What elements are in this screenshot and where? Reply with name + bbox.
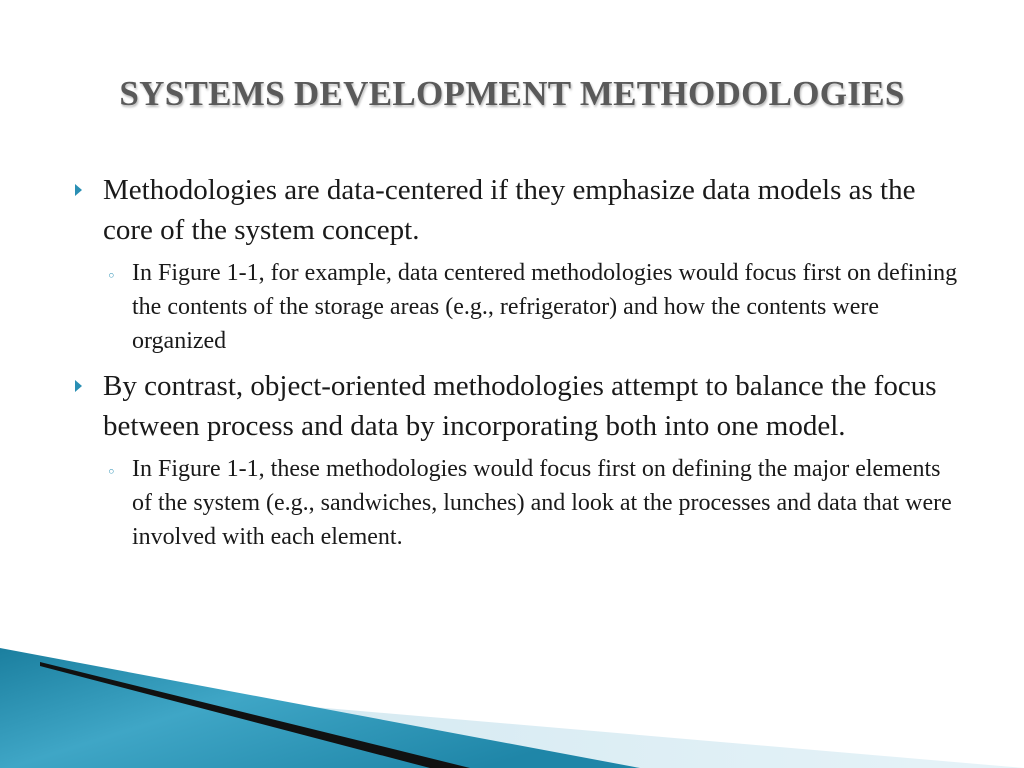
bullet-level2 xyxy=(70,452,960,554)
decorative-wave-footer xyxy=(0,640,1024,768)
triangle-right-icon xyxy=(75,184,82,196)
bullet-level1 xyxy=(70,170,960,250)
triangle-right-icon xyxy=(75,380,82,392)
bullet-text: Methodologies are data-centered if they emphasize data models as the core of the system concept. xyxy=(103,174,916,246)
ring-bullet-icon: ◦ xyxy=(107,267,116,285)
bullet-text: By contrast, object-oriented methodologies attempt to balance the focus between process and data by incorporating both into one model. xyxy=(103,370,937,442)
sub-bullet-text: In Figure 1-1, these methodologies would focus first on defining the major elements of the system (e.g., sandwiches, lunches) and look at the processes and data that were involved with each element. xyxy=(132,456,952,550)
sub-bullet-text: In Figure 1-1, for example, data centered methodologies would focus first on defining the contents of the storage areas (e.g., refrigerator) and how the contents were organized xyxy=(132,260,958,354)
slide-title: SYSTEMS DEVELOPMENT METHODOLOGIES xyxy=(119,74,905,113)
bullet-level2 xyxy=(70,256,960,358)
slide-body xyxy=(70,170,960,562)
ring-bullet-icon: ◦ xyxy=(107,463,116,481)
teal-band xyxy=(0,648,640,768)
bullet-level1 xyxy=(70,366,960,446)
